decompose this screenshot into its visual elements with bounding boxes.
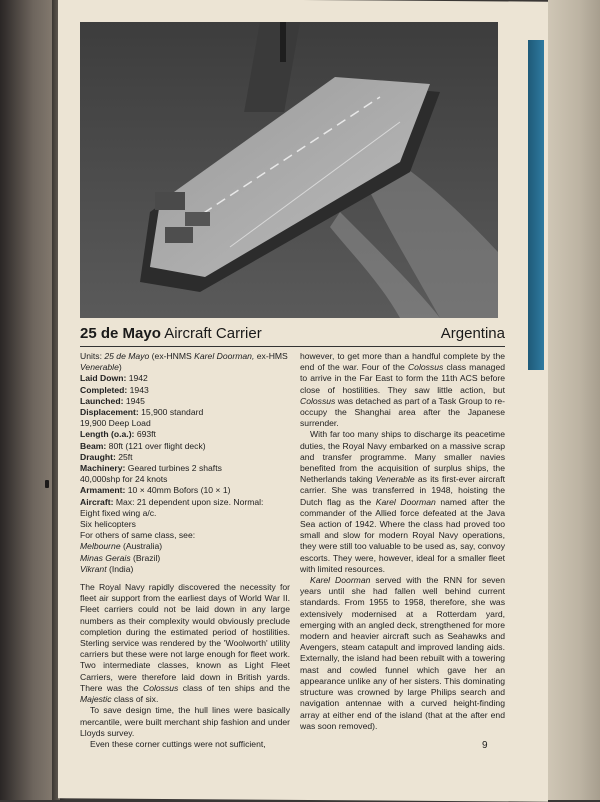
spec-others-label: For others of same class, see: (80, 530, 196, 541)
left-facing-page (0, 0, 60, 800)
ship-type: Aircraft Carrier (164, 325, 262, 342)
spec-laid-down: Laid Down: 1942 (80, 373, 148, 384)
spec-machinery: Machinery: Geared turbines 2 shafts (80, 463, 222, 474)
spec-other-ship: Minas Gerais (Brazil) (80, 552, 161, 563)
body-paragraph: The Royal Navy rapidly discovered the necessity for fleet air support from the earliest days of World War II. Fleet carriers could not be laid down in any large numbers as their complexity would obviously preclude completion during the estimated period of hostilities. Sterling service was rendered by the 'Woolworth' utility carriers but these were not large enough for fleet work. Two intermediate classes, known as Light Fleet Carriers, were therefore laid down in British yards. There was the Colossus class of ten ships and the Majestic class of six. (80, 582, 290, 705)
spec-draught: Draught: 25ft (80, 451, 133, 462)
parked-aircraft (155, 192, 185, 210)
next-page-edge (548, 0, 600, 800)
spacer (80, 575, 290, 582)
spec-displacement-deep: 19,900 Deep Load (80, 418, 151, 429)
spec-launched: Launched: 1945 (80, 395, 145, 406)
parked-aircraft (185, 212, 210, 226)
spec-other-ship: Melbourne (Australia) (80, 541, 163, 552)
left-column (80, 351, 290, 750)
country-label: Argentina (440, 325, 505, 342)
section-tab (528, 40, 544, 370)
parked-aircraft (165, 227, 193, 243)
aircraft-carrier-photo (80, 22, 498, 318)
ship-name: 25 de Mayo (80, 325, 161, 342)
right-column (300, 351, 505, 732)
body-paragraph: Karel Doorman served with the RNN for seven years until she had fallen well behind current standards. From 1955 to 1958, therefore, she was extensively modernised at a Rotterdam yard, emerging with an angled deck, strengthened for more modern and heavier aircraft such as Seahawks and Avengers, steam catapult and improved landing aids. Externally, the island had been rebuilt with a towering mast and cowled funnel which gave her an appearance unlike any of her sisters. This dominating structure was crowned by large Philips search and navigation antennae with a curved height-finding array at either end of the island (that at the after end was soon removed). (300, 575, 505, 731)
mast (280, 22, 286, 62)
binding-pin (45, 480, 49, 488)
spec-aircraft: Aircraft: Max: 21 dependent upon size. Normal: (80, 496, 264, 507)
spec-units: Units: 25 de Mayo (ex-HNMS Karel Doorman, ex-HMS Venerable) (80, 351, 288, 373)
page-number: 9 (482, 740, 488, 751)
spec-aircraft-helo: Six helicopters (80, 519, 136, 530)
spec-aircraft-fixed: Eight fixed wing a/c. (80, 507, 157, 518)
body-paragraph: With far too many ships to discharge its peacetime duties, the Royal Navy embarked on a massive scrap and transfer programme. Many smaller navies benefited from the acquisition of surplus ships, the Netherlands taking Venerable as its first-ever aircraft carrier. She was transferred in 1948, hoisting the Dutch flag as the Karel Doorman named after the commander of the Allied force defeated at the Java Sea action of 1942. Where the class had proved too small and slow for modern Royal Navy operations, they were still too valuable to be used as, say, convoy escorts. They were, however, ideal for a smaller fleet with limited resources. (300, 429, 505, 574)
spec-other-ship: Vikrant (India) (80, 563, 134, 574)
spec-displacement: Displacement: 15,900 standard (80, 407, 204, 418)
article-heading (80, 325, 505, 351)
page-title (80, 325, 262, 342)
carrier-illustration (80, 22, 498, 318)
spec-completed: Completed: 1943 (80, 384, 149, 395)
heading-rule (80, 346, 505, 347)
body-paragraph: Even these corner cuttings were not sufficient, (90, 738, 266, 749)
spec-armament: Armament: 10 × 40mm Bofors (10 × 1) (80, 485, 231, 496)
spec-length: Length (o.a.): 693ft (80, 429, 156, 440)
body-paragraph: To save design time, the hull lines were basically mercantile, were built merchant ship fashion and under Lloyds survey. (80, 705, 290, 738)
body-paragraph: however, to get more than a handful complete by the end of the war. Four of the Colossus class managed to arrive in the Far East to form the 11th ACS before close of hostilities. They saw little action, but Colossus was detached as part of a Task Group to re-occupy the Shanghai area after the Japanese surrender. (300, 351, 506, 429)
spec-beam: Beam: 80ft (121 over flight deck) (80, 440, 206, 451)
spec-machinery-power: 40,000shp for 24 knots (80, 474, 168, 485)
